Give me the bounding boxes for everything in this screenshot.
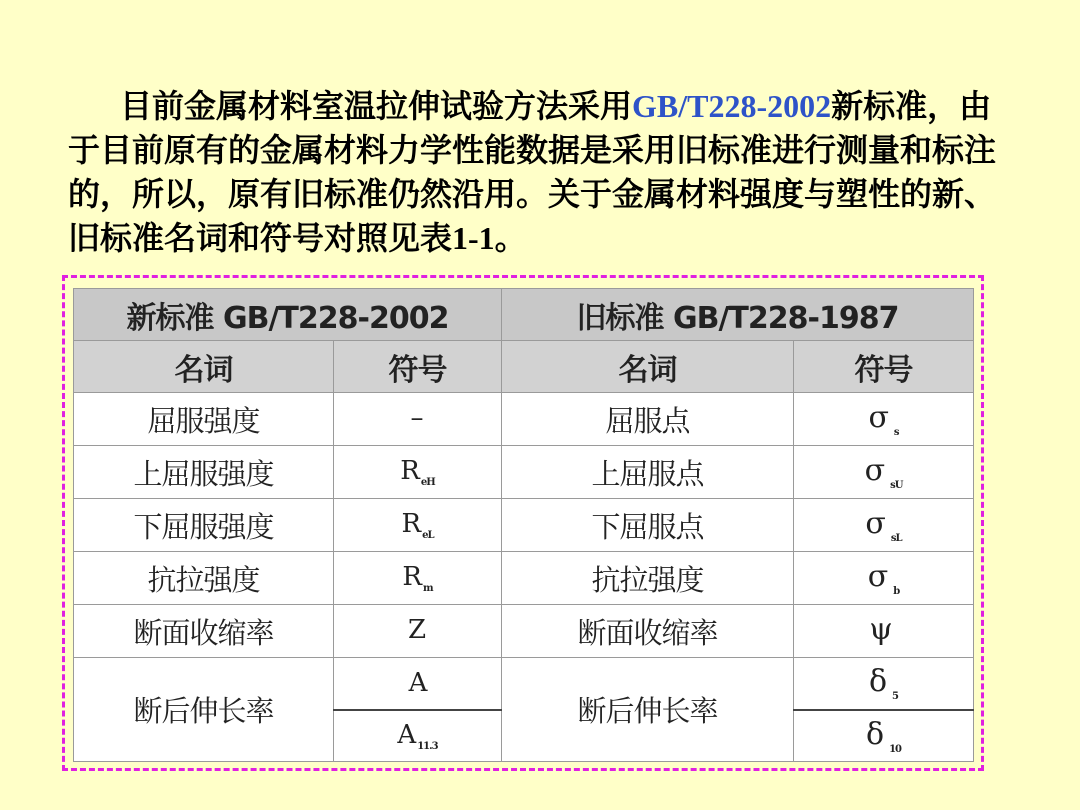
new-symbol-a: A <box>334 658 502 710</box>
intro-paragraph <box>68 84 998 260</box>
intro-text-1: 目前金属材料室温拉伸试验方法采用 <box>120 87 633 125</box>
old-symbol-main: σ <box>867 559 888 594</box>
old-symbol-main: ψ <box>869 612 892 647</box>
old-symbol-header: 符号 <box>794 341 974 393</box>
new-symbol <box>334 552 502 605</box>
new-symbol-main: R <box>401 509 421 539</box>
new-symbol-main: A <box>397 719 416 750</box>
old-name-header: 名词 <box>502 341 794 393</box>
new-symbol-header: 符号 <box>334 341 502 393</box>
new-symbol-main: – <box>410 403 423 433</box>
old-symbol <box>794 605 974 658</box>
new-symbol-main: Z <box>407 615 426 645</box>
new-symbol-subscript: m <box>422 583 433 594</box>
new-symbol-subscript: 11.3 <box>417 740 438 752</box>
new-standard-header: 新标准 GB/T228-2002 <box>74 289 502 341</box>
table-row <box>74 446 974 499</box>
old-symbol-main: σ <box>868 400 888 435</box>
old-symbol-subscript: 10 <box>889 743 901 755</box>
old-symbol-subscript: b <box>893 586 900 597</box>
old-standard-header: 旧标准 GB/T228-1987 <box>502 289 974 341</box>
new-name-header: 名词 <box>74 341 334 393</box>
old-symbol <box>794 552 974 605</box>
old-symbol-subscript: sU <box>890 480 903 491</box>
new-symbol-a113 <box>334 710 502 762</box>
new-term-elongation: 断后伸长率 <box>74 658 334 762</box>
new-symbol-subscript: eH <box>420 477 435 488</box>
new-symbol-subscript: eL <box>422 530 434 541</box>
old-term: 断面收缩率 <box>502 605 794 658</box>
old-term: 上屈服点 <box>502 446 794 499</box>
old-symbol-main: δ <box>868 664 887 700</box>
table-header-columns <box>74 341 974 393</box>
old-term-elongation: 断后伸长率 <box>502 658 794 762</box>
old-symbol-subscript: sL <box>890 533 902 544</box>
new-term: 断面收缩率 <box>74 605 334 658</box>
old-symbol-main: δ <box>866 716 884 752</box>
old-symbol-delta10 <box>794 710 974 762</box>
standards-comparison-table <box>73 288 974 762</box>
old-symbol <box>794 393 974 446</box>
table-row <box>74 499 974 552</box>
new-term: 下屈服强度 <box>74 499 334 552</box>
old-term: 屈服点 <box>502 393 794 446</box>
old-term: 下屈服点 <box>502 499 794 552</box>
new-symbol-main: R <box>400 456 419 486</box>
new-term: 抗拉强度 <box>74 552 334 605</box>
new-symbol-main: R <box>402 562 421 592</box>
old-symbol-main: σ <box>865 506 885 541</box>
standard-code-highlight: GB/T228-2002 <box>632 88 832 124</box>
table-row <box>74 605 974 658</box>
table-header-standards <box>74 289 974 341</box>
table-reference: 1-1 <box>452 220 495 256</box>
old-symbol-subscript: 5 <box>892 691 899 703</box>
new-term: 屈服强度 <box>74 393 334 446</box>
old-symbol-main: σ <box>864 453 885 488</box>
new-term: 上屈服强度 <box>74 446 334 499</box>
new-symbol <box>334 499 502 552</box>
intro-text-3: 。 <box>494 219 527 257</box>
table-row <box>74 552 974 605</box>
intro-text-2: 新标准，由于目前原有的金属材料力学性能数据是采用旧标准进行测量和标注的，所以，原有旧标准仍然沿用。关于金属材料强度与塑性的新、旧标准名词和符号对照见表 <box>68 87 997 257</box>
new-symbol <box>334 446 502 499</box>
new-symbol <box>334 605 502 658</box>
table-row <box>74 393 974 446</box>
old-symbol <box>794 499 974 552</box>
new-symbol <box>334 393 502 446</box>
old-term: 抗拉强度 <box>502 552 794 605</box>
old-symbol-delta5 <box>794 658 974 710</box>
old-symbol <box>794 446 974 499</box>
old-symbol-subscript: s <box>893 427 899 438</box>
table-row-elongation-top <box>74 658 974 710</box>
